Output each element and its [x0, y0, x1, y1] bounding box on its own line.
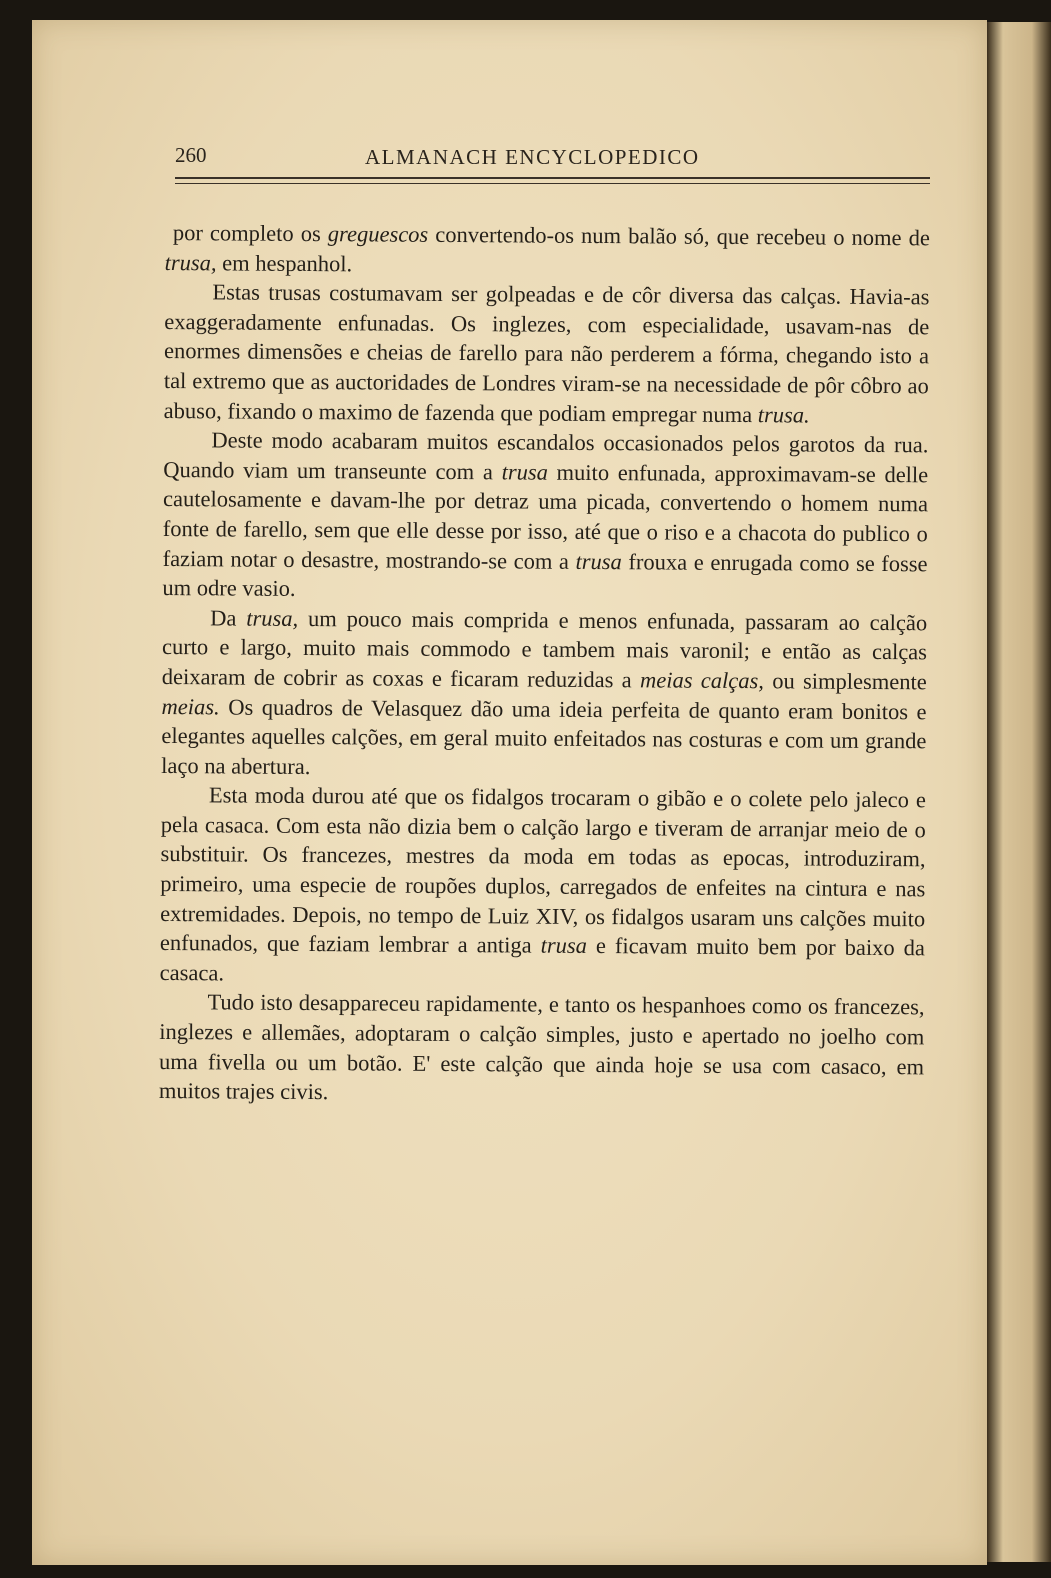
text-run: Tudo isto desappareceu rapidamente, e tanto os hespanhoes como os francezes, inglezes e allemães, adoptaram o calção simples, justo e apertado no joelho com uma fivella ou um botão. E' este calção que ainda hoje se usa com casaco, em muitos trajes civis.	[158, 989, 925, 1105]
italic-term: trusa	[501, 459, 548, 485]
running-title: ALMANACH ENCYCLOPEDICO	[365, 145, 700, 169]
text-run: Da	[210, 605, 247, 631]
text-run: Esta moda durou até que os fidalgos trocaram o gibão e o colete pelo jaleco e pela casaca. Com esta não dizia bem o calção largo e tiveram de arranjar meio de o substituir. Os francezes, mestres da moda em todas as epocas, introduziram, primeiro, uma especie de roupões duplos, carregados de enfeites na cintura e nas extremidades. Depois, no tempo de Luiz XIV, os fidalgos usaram uns calções muito enfunados, que faziam lembrar a antiga	[159, 782, 927, 958]
paragraph-5	[160, 780, 926, 992]
next-page-edge	[987, 22, 1051, 1562]
italic-term: trusa	[575, 548, 622, 574]
text-run: Deste modo acabaram muitos escandalos occasionados pelos garotos da rua. Quando viam um transeunte com a	[163, 427, 929, 485]
italic-term: greguescos	[327, 221, 429, 247]
paragraph-3	[162, 425, 928, 608]
header-rule	[175, 177, 930, 184]
italic-term: meias.	[161, 693, 220, 719]
italic-term: trusa.	[757, 401, 810, 428]
text-run: muito enfunada, approximavam-se delle cautelosamente e davam-lhe por detraz uma picada, convertendo o homem numa fonte de farello, sem que elle desse por isso, até que o riso e a chacota do publico o faziam notar o desastre, mostrando-se com a	[162, 459, 929, 574]
paragraph-6	[159, 987, 925, 1111]
italic-term: meias calças,	[639, 667, 765, 694]
text-run: Os quadros de Velasquez dão uma ideia perfeita de quanto eram bonitos e elegantes aquelles calções, em geral muito enfeitados nas costuras e com um grande laço na abertura.	[161, 693, 927, 779]
italic-term: trusa,	[246, 605, 299, 631]
italic-term: trusa,	[164, 249, 217, 275]
body-text	[159, 218, 930, 1111]
text-run: um pouco mais comprida e menos enfunada, passaram ao calção curto e largo, muito mais commodo e tambem mais varonil; e então as calças deixaram de cobrir as coxas e ficaram reduzidas a	[161, 605, 928, 693]
text-run: convertendo-os num balão só, que recebeu o nome de	[428, 221, 930, 251]
italic-term: trusa	[540, 932, 588, 959]
page-header	[175, 143, 930, 173]
paragraph-4	[161, 603, 927, 786]
paragraph-2	[164, 277, 930, 430]
text-run: ou simplesmente	[763, 668, 927, 695]
paragraph-1	[165, 218, 930, 283]
text-run: frouxa e enrugada como se fosse um odre vasio.	[162, 548, 928, 602]
text-run: Estas trusas costumavam ser golpeadas e de côr diversa das calças. Havia-as exaggeradamente enfunadas. Os inglezes, com especialidade, usavam-nas de enormes dimensões e cheias de farello para não perderem a fórma, chegando isto a tal extremo que as auctoridades de Londres viram-se na necessidade de pôr côbro ao abuso, fixando o maximo de fazenda que podiam empregar numa	[163, 279, 930, 427]
text-run: e ficavam muito bem por baixo da casaca.	[159, 933, 926, 986]
text-run: em hespanhol.	[216, 249, 353, 276]
text-run: por completo os	[172, 220, 328, 247]
page-number: 260	[175, 143, 207, 167]
